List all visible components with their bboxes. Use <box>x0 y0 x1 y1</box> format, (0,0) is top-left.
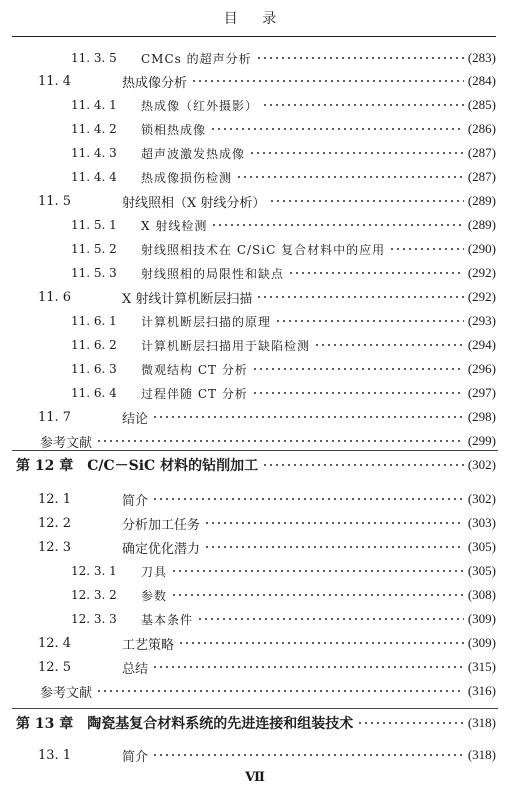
entry-page-number: (297) <box>467 385 496 400</box>
toc-subsection-entry[interactable] <box>0 262 510 284</box>
dot-leader <box>262 464 464 466</box>
entry-number: 11. 6. 2 <box>71 338 117 352</box>
toc-header-title: 目 录 <box>223 11 287 27</box>
dot-leader <box>178 642 464 644</box>
dot-leader <box>256 57 464 59</box>
entry-number: 11. 6. 3 <box>71 362 117 376</box>
entry-title: 分析加工任务 <box>122 517 201 533</box>
entry-title: 射线照相（X 射线分析） <box>122 195 266 211</box>
entry-number: 11. 5. 3 <box>71 266 117 280</box>
entry-title: 刀具 <box>141 564 168 579</box>
dot-leader <box>262 104 464 106</box>
dot-leader <box>288 272 464 274</box>
entry-page-number: (285) <box>467 97 496 112</box>
dot-leader <box>269 200 463 202</box>
dot-leader <box>249 152 464 154</box>
toc-chapter-entry[interactable] <box>0 454 510 476</box>
entry-title: 结论 <box>122 411 149 427</box>
entry-page-number: (287) <box>467 169 496 184</box>
entry-title: 射线照相技术在 C/SiC 复合材料中的应用 <box>141 242 386 257</box>
toc-section-entry[interactable] <box>0 406 510 428</box>
toc-subsection-entry[interactable] <box>0 118 510 140</box>
entry-title: 简介 <box>122 749 149 765</box>
entry-page-number: (309) <box>467 611 496 626</box>
entry-page-number: (292) <box>467 289 496 304</box>
entry-title: 计算机断层扫描用于缺陷检测 <box>141 338 311 353</box>
dot-leader <box>204 546 464 548</box>
entry-number: 12. 5 <box>38 659 72 675</box>
entry-number: 第 13 章 <box>16 716 74 732</box>
entry-page-number: (305) <box>467 539 496 554</box>
toc-subsection-entry[interactable] <box>0 214 510 236</box>
toc-subsection-entry[interactable] <box>0 310 510 332</box>
entry-page-number: (318) <box>467 747 496 762</box>
entry-title: 热成像分析 <box>122 75 188 91</box>
toc-subsection-entry[interactable] <box>0 142 510 164</box>
toc-subsection-entry[interactable] <box>0 334 510 356</box>
dot-leader <box>96 690 464 692</box>
toc-references-entry[interactable] <box>0 680 510 702</box>
chapter-divider <box>12 450 498 451</box>
entry-page-number: (309) <box>467 635 496 650</box>
entry-title: X 射线检测 <box>141 218 208 233</box>
entry-number: 11. 3. 5 <box>71 51 117 65</box>
entry-page-number: (284) <box>467 73 496 88</box>
entry-number: 第 12 章 <box>16 458 74 474</box>
entry-title: 热成像（红外摄影） <box>141 98 259 113</box>
dot-leader <box>389 248 464 250</box>
dot-leader <box>211 224 463 226</box>
dot-leader <box>275 320 464 322</box>
dot-leader <box>96 440 464 442</box>
entry-number: 11. 4. 4 <box>71 170 117 184</box>
entry-page-number: (292) <box>467 265 496 280</box>
entry-title: 总结 <box>122 661 149 677</box>
dot-leader <box>152 498 464 500</box>
entry-number: 12. 3. 3 <box>71 612 117 626</box>
toc-subsection-entry[interactable] <box>0 608 510 630</box>
entry-page-number: (289) <box>467 217 496 232</box>
toc-subsection-entry[interactable] <box>0 94 510 116</box>
entry-number: 11. 5 <box>38 193 72 209</box>
toc-section-entry[interactable] <box>0 512 510 534</box>
entry-number: 12. 4 <box>38 635 72 651</box>
toc-section-entry[interactable] <box>0 70 510 92</box>
entry-page-number: (293) <box>467 313 496 328</box>
toc-subsection-entry[interactable] <box>0 382 510 404</box>
dot-leader <box>210 128 464 130</box>
dot-leader <box>204 522 464 524</box>
entry-number: 11. 4. 3 <box>71 146 117 160</box>
entry-title: 锁相热成像 <box>141 122 207 137</box>
dot-leader <box>152 754 464 756</box>
entry-page-number: (287) <box>467 145 496 160</box>
entry-title: 微观结构 CT 分析 <box>141 362 248 377</box>
toc-subsection-entry[interactable] <box>0 238 510 260</box>
entry-page-number: (289) <box>467 193 496 208</box>
entry-title: 简介 <box>122 493 149 509</box>
toc-section-entry[interactable] <box>0 744 510 766</box>
toc-section-entry[interactable] <box>0 632 510 654</box>
entry-page-number: (283) <box>467 50 496 65</box>
dot-leader <box>152 416 464 418</box>
toc-section-entry[interactable] <box>0 656 510 678</box>
entry-page-number: (298) <box>467 409 496 424</box>
toc-section-entry[interactable] <box>0 488 510 510</box>
entry-number: 12. 3 <box>38 539 72 555</box>
toc-subsection-entry[interactable] <box>0 166 510 188</box>
entry-page-number: (308) <box>467 587 496 602</box>
entry-title: 确定优化潜力 <box>122 541 201 557</box>
entry-page-number: (302) <box>467 457 496 472</box>
entry-title: 热成像损伤检测 <box>141 170 233 185</box>
dot-leader <box>191 80 464 82</box>
entry-page-number: (303) <box>467 515 496 530</box>
entry-page-number: (315) <box>467 659 496 674</box>
entry-page-number: (318) <box>467 715 496 730</box>
entry-number: 11. 6. 1 <box>71 314 117 328</box>
chapter-divider <box>12 708 498 709</box>
entry-number: 11. 5. 1 <box>71 218 117 232</box>
toc-section-entry[interactable] <box>0 536 510 558</box>
dot-leader <box>314 344 464 346</box>
entry-number: 11. 4. 1 <box>71 98 117 112</box>
entry-number: 11. 4. 2 <box>71 122 117 136</box>
toc-subsection-entry[interactable] <box>0 358 510 380</box>
toc-references-entry[interactable] <box>0 430 510 452</box>
entry-page-number: (296) <box>467 361 496 376</box>
entry-number: 12. 2 <box>38 515 72 531</box>
entry-number: 11. 5. 2 <box>71 242 117 256</box>
entry-title: 超声波激发热成像 <box>141 146 246 161</box>
dot-leader <box>236 176 464 178</box>
dot-leader <box>256 296 463 298</box>
entry-title: 陶瓷基复合材料系统的先进连接和组装技术 <box>87 716 354 732</box>
toc-subsection-entry[interactable] <box>0 560 510 582</box>
entry-title: 基本条件 <box>141 612 194 627</box>
entry-number: 13. 1 <box>38 747 72 763</box>
entry-number: 12. 3. 2 <box>71 588 117 602</box>
dot-leader <box>197 618 464 620</box>
dot-leader <box>152 666 464 668</box>
entry-number: 12. 3. 1 <box>71 564 117 578</box>
entry-page-number: (302) <box>467 491 496 506</box>
toc-subsection-entry[interactable] <box>0 47 510 69</box>
toc-chapter-entry[interactable] <box>0 712 510 734</box>
toc-subsection-entry[interactable] <box>0 584 510 606</box>
entry-number: 12. 1 <box>38 491 72 507</box>
entry-page-number: (286) <box>467 121 496 136</box>
entry-title: 工艺策略 <box>122 637 175 653</box>
toc-section-entry[interactable] <box>0 190 510 212</box>
entry-page-number: (290) <box>467 241 496 256</box>
entry-number: 11. 7 <box>38 409 72 425</box>
dot-leader <box>171 570 464 572</box>
entry-title: 射线照相的局限性和缺点 <box>141 266 285 281</box>
entry-title: 参考文献 <box>40 685 93 701</box>
entry-title: 过程伴随 CT 分析 <box>141 386 248 401</box>
entry-title: CMCs 的超声分析 <box>141 51 252 66</box>
entry-number: 11. 6 <box>38 289 72 305</box>
entry-title: X 射线计算机断层扫描 <box>122 291 253 307</box>
entry-title: C/C－SiC 材料的钻削加工 <box>87 458 259 474</box>
entry-page-number: (316) <box>467 683 496 698</box>
dot-leader <box>252 368 464 370</box>
entry-page-number: (294) <box>467 337 496 352</box>
entry-number: 11. 6. 4 <box>71 386 117 400</box>
page-number-footer: Ⅶ <box>245 770 265 785</box>
entry-title: 参数 <box>141 588 168 603</box>
dot-leader <box>357 722 464 724</box>
dot-leader <box>252 392 464 394</box>
entry-number: 11. 4 <box>38 73 72 89</box>
entry-page-number: (299) <box>467 433 496 448</box>
entry-title: 参考文献 <box>40 435 93 451</box>
toc-section-entry[interactable] <box>0 286 510 308</box>
dot-leader <box>171 594 464 596</box>
entry-title: 计算机断层扫描的原理 <box>141 314 272 329</box>
entry-page-number: (305) <box>467 563 496 578</box>
